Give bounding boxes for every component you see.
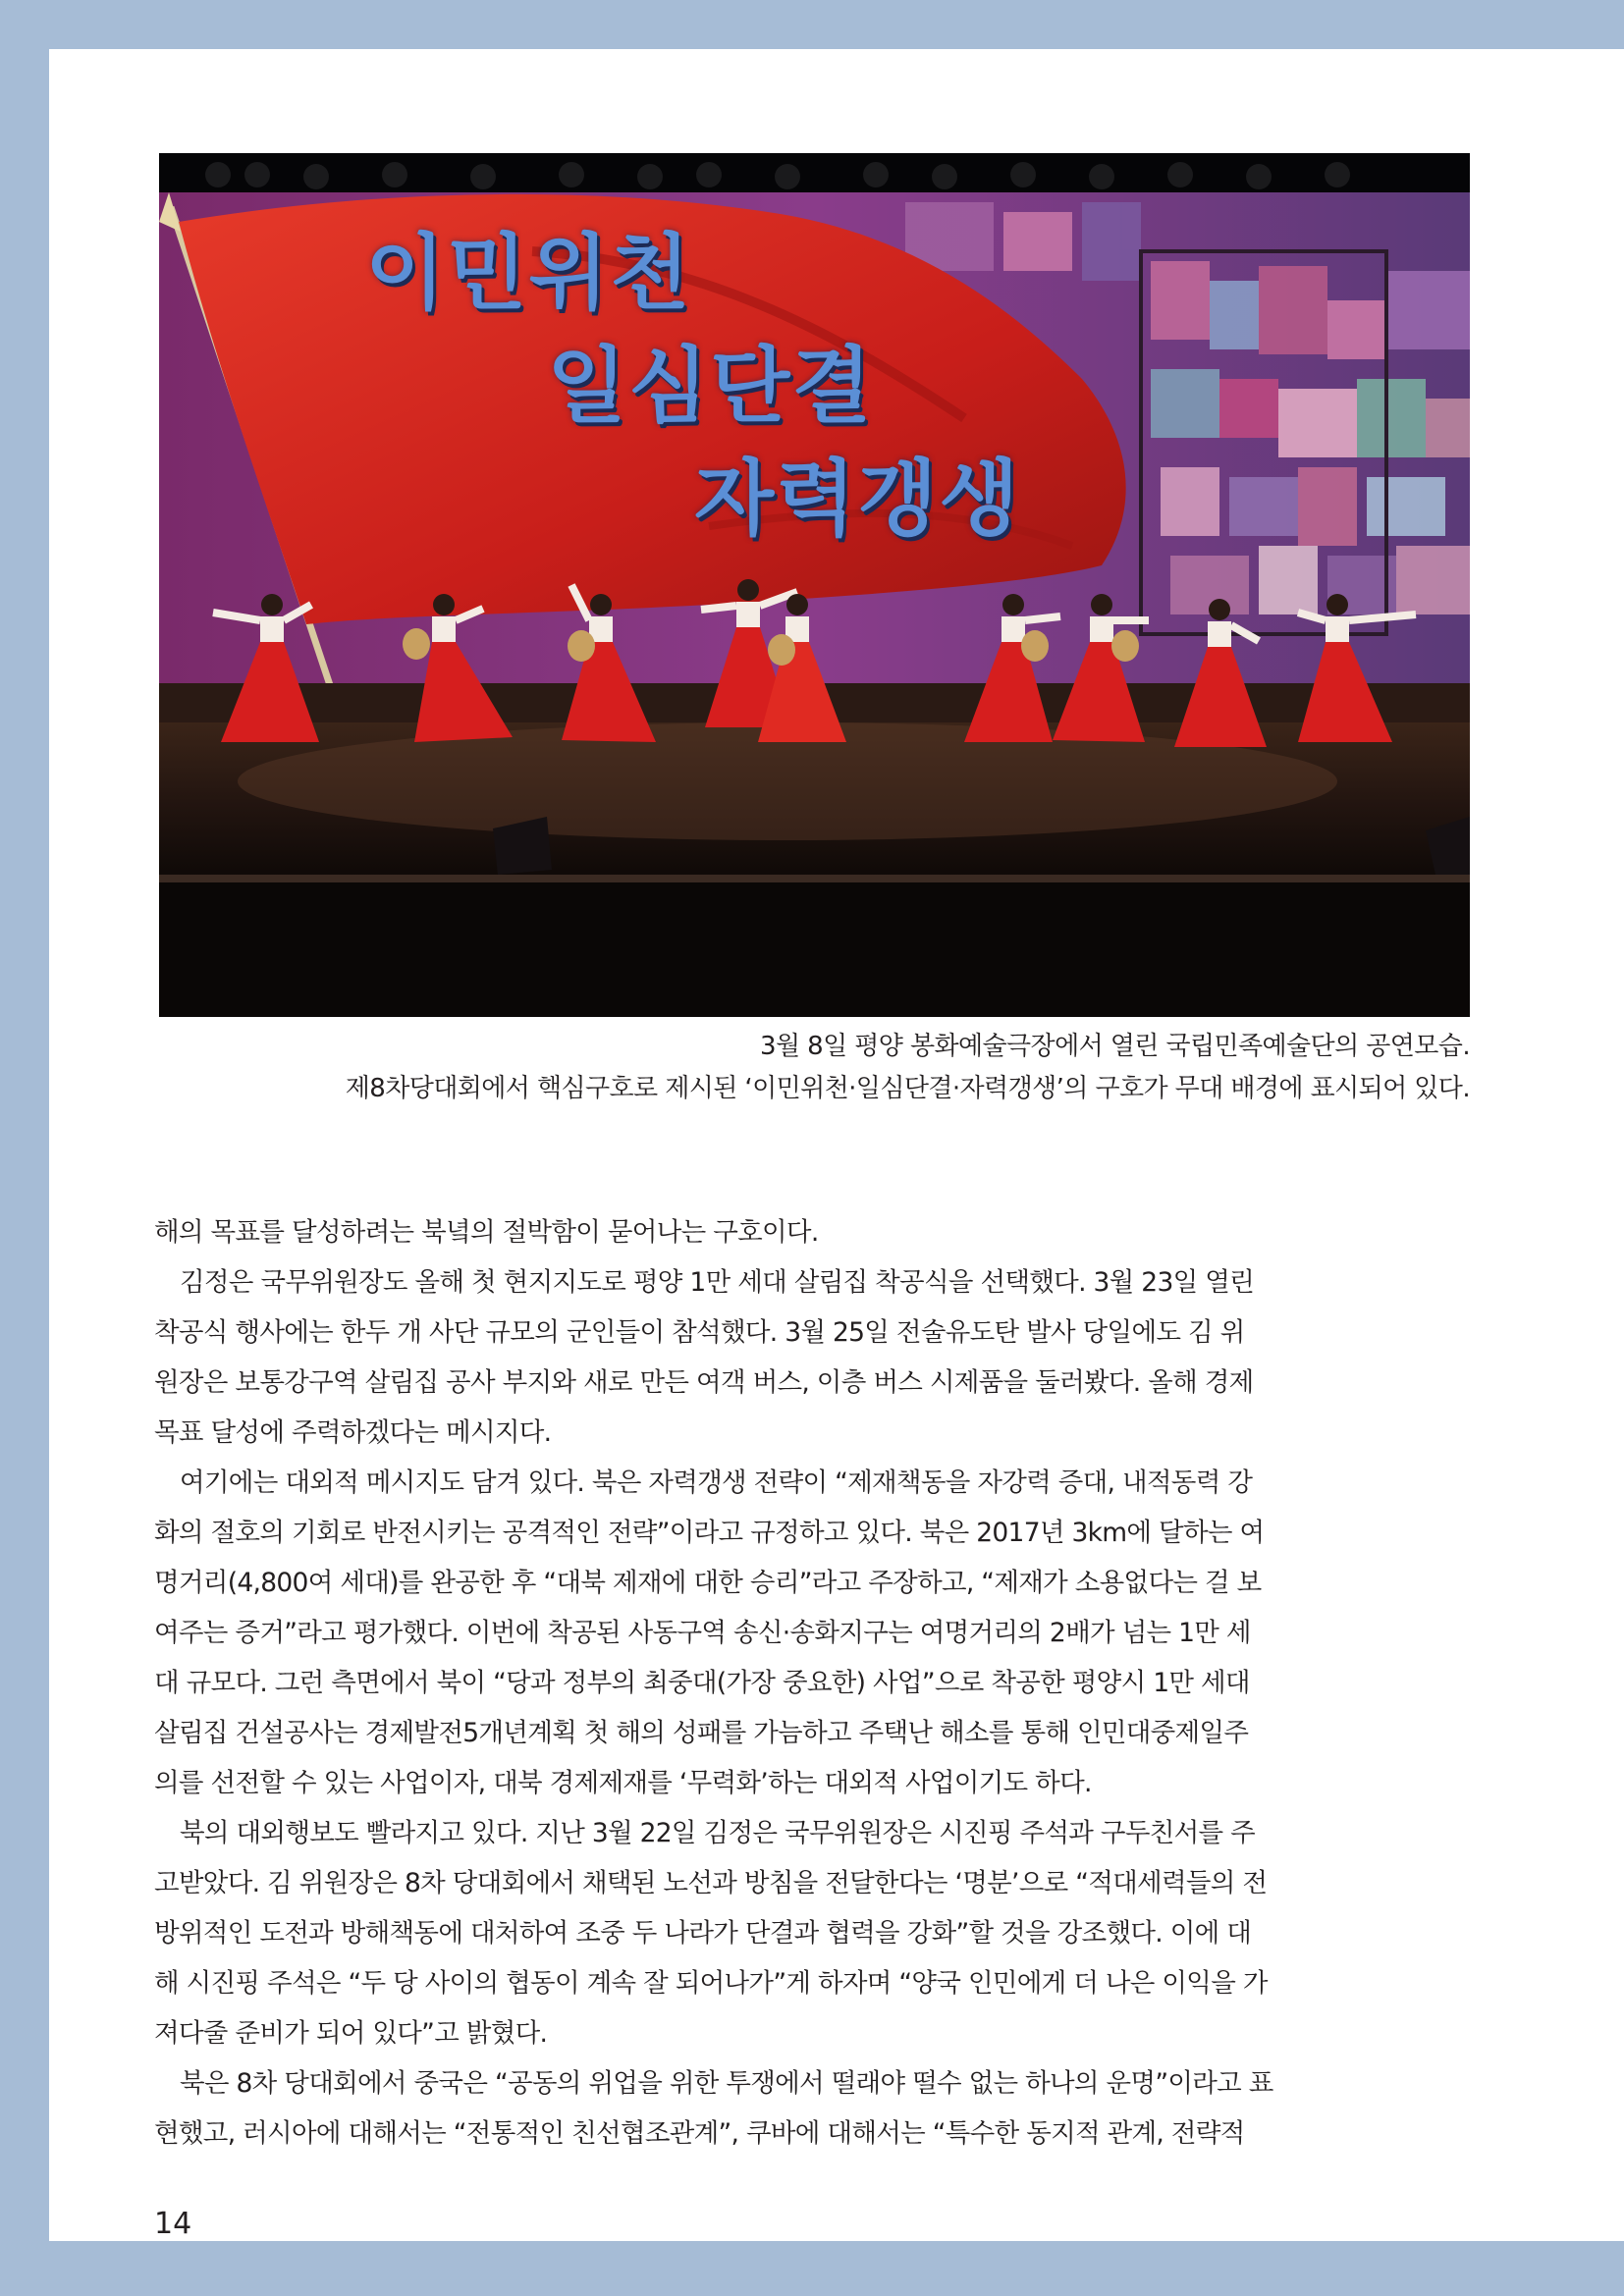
body-line: 해 시진핑 주석은 “두 당 사이의 협동이 계속 잘 되어나가”게 하자며 “양국 인민에게 더 나은 이익을 가	[154, 1968, 1268, 1999]
slogan-line-1: 이민위천	[365, 225, 692, 321]
body-line: 대 규모다. 그런 측면에서 북이 “당과 정부의 최중대(가장 중요한) 사업”으로 착공한 평양시 1만 세대	[154, 1668, 1250, 1698]
page	[49, 49, 1624, 2241]
body-line: 살림집 건설공사는 경제발전5개년계획 첫 해의 성패를 가늠하고 주택난 해소를 통해 인민대중제일주	[154, 1718, 1249, 1748]
body-line: 목표 달성에 주력하겠다는 메시지다.	[154, 1417, 552, 1448]
body-line: 져다줄 준비가 되어 있다”고 밝혔다.	[154, 2018, 548, 2049]
caption-line-1: 3월 8일 평양 봉화예술극장에서 열린 국립민족예술단의 공연모습.	[760, 1032, 1470, 1061]
photo-caption	[346, 1026, 1470, 1110]
page-number: 14	[154, 2207, 192, 2241]
stage-photo	[159, 153, 1470, 1017]
stage-illustration	[159, 153, 1470, 1017]
body-line: 착공식 행사에는 한두 개 사단 규모의 군인들이 참석했다. 3월 25일 전술유도탄 발사 당일에도 김 위	[154, 1317, 1245, 1348]
body-line: 원장은 보통강구역 살림집 공사 부지와 새로 만든 여객 버스, 이층 버스 시제품을 둘러봤다. 올해 경제	[154, 1367, 1254, 1398]
caption-line-2: 제8차당대회에서 핵심구호로 제시된 ‘이민위천·일심단결·자력갱생’의 구호가 무대 배경에 표시되어 있다.	[345, 1074, 1470, 1103]
body-line: 화의 절호의 기회로 반전시키는 공격적인 전략”이라고 규정하고 있다. 북은 2017년 3km에 달하는 여	[154, 1518, 1265, 1548]
article-body	[154, 1207, 1337, 2159]
body-line: 해의 목표를 달성하려는 북녘의 절박함이 묻어나는 구호이다.	[154, 1217, 819, 1248]
slogan-line-3: 자력갱생	[694, 451, 1021, 547]
body-line: 의를 선전할 수 있는 사업이자, 대북 경제제재를 ‘무력화’하는 대외적 사업이기도 하다.	[154, 1768, 1092, 1798]
body-line: 북은 8차 당대회에서 중국은 “공동의 위업을 위한 투쟁에서 떨래야 떨수 없는 하나의 운명”이라고 표	[180, 2068, 1273, 2099]
body-line: 명거리(4,800여 세대)를 완공한 후 “대북 제재에 대한 승리”라고 주장하고, “제재가 소용없다는 걸 보	[154, 1568, 1262, 1598]
body-line: 방위적인 도전과 방해책동에 대처하여 조중 두 나라가 단결과 협력을 강화”할 것을 강조했다. 이에 대	[154, 1918, 1252, 1949]
body-line: 김정은 국무위원장도 올해 첫 현지지도로 평양 1만 세대 살림집 착공식을 선택했다. 3월 23일 열린	[180, 1267, 1255, 1298]
body-line: 북의 대외행보도 빨라지고 있다. 지난 3월 22일 김정은 국무위원장은 시진핑 주석과 구두친서를 주	[180, 1818, 1256, 1848]
body-line: 고받았다. 김 위원장은 8차 당대회에서 채택된 노선과 방침을 전달한다는 ‘명분’으로 “적대세력들의 전	[154, 1868, 1268, 1898]
slogan-line-2: 일심단결	[547, 338, 874, 434]
body-line: 현했고, 러시아에 대해서는 “전통적인 친선협조관계”, 쿠바에 대해서는 “특수한 동지적 관계, 전략적	[154, 2118, 1245, 2149]
body-line: 여기에는 대외적 메시지도 담겨 있다. 북은 자력갱생 전략이 “제재책동을 자강력 증대, 내적동력 강	[180, 1468, 1253, 1498]
body-line: 여주는 증거”라고 평가했다. 이번에 착공된 사동구역 송신·송화지구는 여명거리의 2배가 넘는 1만 세	[154, 1618, 1251, 1648]
